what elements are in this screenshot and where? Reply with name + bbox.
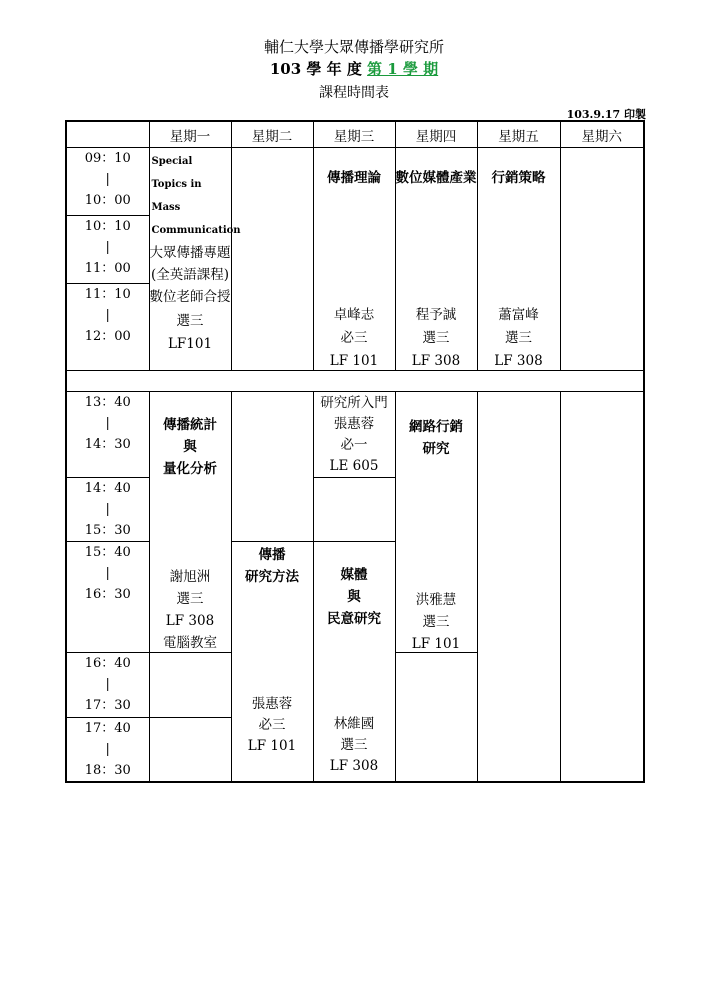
empty-slot	[149, 653, 231, 718]
corner-cell	[66, 121, 149, 148]
empty-slot	[395, 653, 477, 783]
schedule-subtitle: 課程時間表	[319, 85, 389, 101]
time-slot: 16：40 | 17：30	[66, 653, 149, 718]
day-header-row	[66, 121, 644, 148]
course-tue-pm: 傳播 研究方法 張惠蓉 必三 LF 101	[231, 542, 313, 783]
day-header: 星期五	[477, 121, 560, 148]
time-slot: 13：40 | 14：30	[66, 392, 149, 478]
timetable	[65, 120, 645, 783]
semester-line	[0, 58, 708, 79]
course-mon-pm: 傳播統計 與 量化分析 謝旭洲 選三 LF 308 電腦教室	[149, 392, 231, 653]
empty-slot	[560, 148, 644, 371]
academic-year: 103 學 年 度	[269, 60, 368, 78]
empty-slot	[477, 392, 560, 783]
time-slot: 17：40 | 18：30	[66, 718, 149, 783]
time-slot: 14：40 | 15：30	[66, 478, 149, 542]
day-header: 星期四	[395, 121, 477, 148]
time-slot: 15：40 | 16：30	[66, 542, 149, 653]
lunch-break-row	[66, 371, 644, 392]
page-title: 輔仁大學大眾傳播學研究所	[263, 38, 444, 56]
empty-slot	[231, 148, 313, 371]
course-wed-am: 傳播理論 卓峰志 必三 LF 101	[313, 148, 395, 371]
course-mon-am: Special Topics in Mass Communication 大眾傳播專題 (全英語課程) 數位老師合授 選三 LF101	[149, 148, 231, 371]
course-thu-am: 數位媒體產業 程予誠 選三 LF 308	[395, 148, 477, 371]
course-thu-pm: 網路行銷 研究 洪雅慧 選三 LF 101	[395, 392, 477, 653]
course-wed-intro: 研究所入門 張惠蓉 必一 LE 605	[313, 392, 395, 478]
table-row	[66, 148, 644, 216]
day-header: 星期六	[560, 121, 644, 148]
course-fri-am: 行銷策略 蕭富峰 選三 LF 308	[477, 148, 560, 371]
empty-slot	[149, 718, 231, 783]
time-slot: 11：10 | 12：00	[66, 283, 149, 370]
empty-slot	[313, 478, 395, 542]
day-header: 星期一	[149, 121, 231, 148]
time-slot: 10：10 | 11：00	[66, 215, 149, 283]
empty-slot	[231, 392, 313, 542]
printed-date: 103.9.17 印製	[566, 108, 646, 121]
break-cell	[66, 371, 644, 392]
table-row	[66, 392, 644, 478]
semester-label: 第 1 學 期	[367, 60, 439, 78]
course-wed-pm: 媒體 與 民意研究 林維國 選三 LF 308	[313, 542, 395, 783]
empty-slot	[560, 392, 644, 783]
time-slot: 09：10 | 10：00	[66, 148, 149, 216]
day-header: 星期二	[231, 121, 313, 148]
day-header: 星期三	[313, 121, 395, 148]
